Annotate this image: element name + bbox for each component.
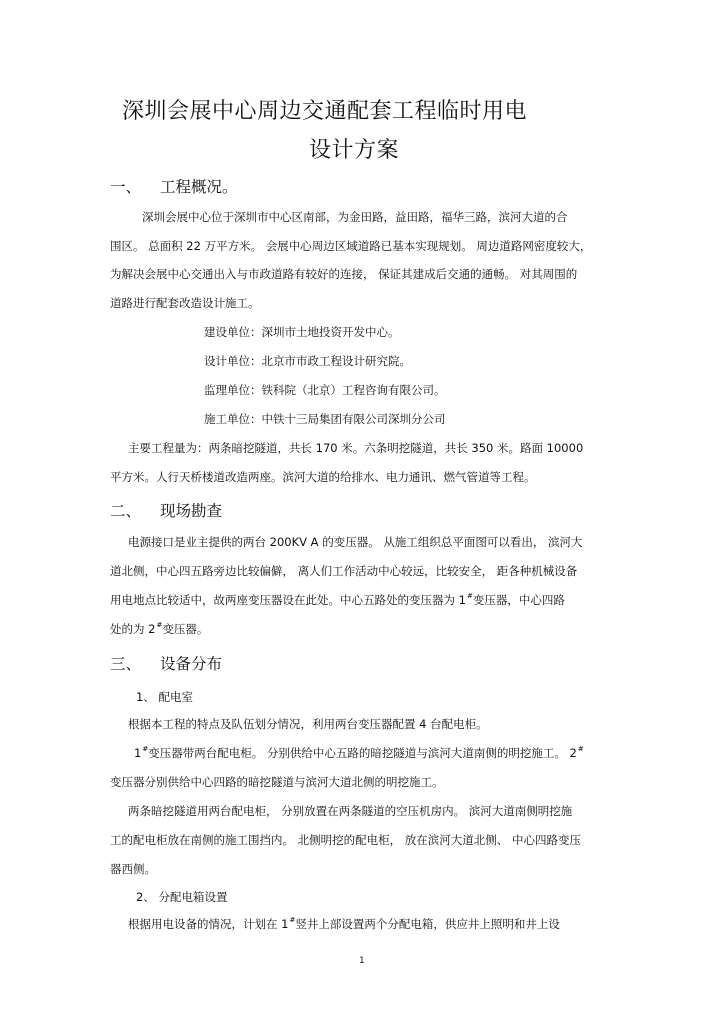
section-2-heading: 现场勘查 — [160, 502, 223, 520]
paragraph-line — [128, 916, 560, 932]
page-number: 1 — [359, 956, 365, 966]
text: 变压器。 — [162, 622, 209, 636]
paragraph-line: 器西侧。 — [110, 862, 156, 876]
superscript: # — [142, 745, 149, 753]
paragraph-line: 主要工程量为：两条暗挖隧道，共长 170 米。六条明挖隧道，共长 350 米。路面 10000 — [128, 441, 584, 455]
paragraph-line: 电源接口是业主提供的两台 200KV A 的变压器。 从施工组织总平面图可以看出， 滨河大 — [128, 535, 583, 549]
text: 竖井上部设置两个分配电箱，供应井上照明和井上设 — [295, 917, 560, 931]
superscript: # — [289, 916, 296, 924]
paragraph-line — [110, 621, 208, 637]
unit-design: 设计单位：北京市市政工程设计研究院。 — [204, 354, 411, 368]
section-1-heading: 工程概况。 — [160, 178, 238, 196]
paragraph-line: 为解决会展中心交通出入与市政道路有较好的连接， 保证其建成后交通的通畅。 对其周围的 — [110, 267, 578, 281]
superscript: # — [156, 621, 163, 629]
paragraph-line — [110, 592, 565, 608]
subsection-1-heading: 1、 配电室 — [136, 690, 193, 704]
paragraph-line: 根据本工程的特点及队伍划分情况，利用两台变压器配置 4 台配电柜。 — [128, 717, 488, 731]
paragraph-line: 两条暗挖隧道用两台配电柜， 分别放置在两条隧道的空压机房内。 滨河大道南侧明挖施 — [128, 804, 573, 818]
text: 1 — [134, 746, 142, 760]
text: 用电地点比较适中，故两座变压器设在此处。中心五路处的变压器为 1 — [110, 593, 466, 607]
paragraph-line — [134, 745, 624, 761]
paragraph-line: 深圳会展中心位于深圳市中心区南部，为金田路，益田路，福华三路，滨河大道的合 — [142, 210, 568, 224]
doc-title-line2: 设计方案 — [309, 138, 400, 163]
paragraph-line: 平方米。人行天桥楼道改造两座。滨河大道的给排水、电力通讯、燃气管道等工程。 — [110, 470, 536, 484]
unit-supervision: 监理单位：铁科院（北京）工程咨询有限公司。 — [204, 383, 446, 397]
doc-title-line1: 深圳会展中心周边交通配套工程临时用电 — [122, 99, 528, 124]
text: 变压器带两台配电柜。 分别供给中心五路的暗挖隧道与滨河大道南侧的明挖施工。 2 — [148, 746, 577, 760]
section-2-number: 二、 — [110, 502, 142, 520]
unit-construction: 建设单位：深圳市土地投资开发中心。 — [204, 325, 400, 339]
paragraph-line: 道路进行配套改造设计施工。 — [110, 296, 260, 310]
paragraph-line: 变压器分别供给中心四路的暗挖隧道与滨河大道北侧的明挖施工。 — [110, 775, 444, 789]
unit-contractor: 施工单位：中铁十三局集团有限公司深圳分公司 — [204, 412, 446, 426]
paragraph-line: 围区。 总面积 22 万平方米。 会展中心周边区域道路已基本实现规划。 周边道路网密度较大， — [110, 239, 592, 253]
paragraph-line: 工的配电柜放在南侧的施工围挡内。 北侧明挖的配电柜， 放在滨河大道北侧、 中心四路变压 — [110, 833, 581, 847]
section-1-number: 一、 — [110, 178, 142, 196]
superscript: # — [466, 592, 473, 600]
text: 变压器，中心四路 — [472, 593, 565, 607]
section-3-number: 三、 — [110, 655, 142, 673]
text: 根据用电设备的情况，计划在 1 — [128, 917, 289, 931]
subsection-2-heading: 2、 分配电箱设置 — [136, 890, 228, 904]
section-3-heading: 设备分布 — [160, 655, 223, 673]
text: 处的为 2 — [110, 622, 156, 636]
superscript: # — [577, 745, 584, 753]
paragraph-line: 道北侧，中心四五路旁边比较偏僻， 离人们工作活动中心较远，比较安全， 距各种机械设备 — [110, 564, 578, 578]
